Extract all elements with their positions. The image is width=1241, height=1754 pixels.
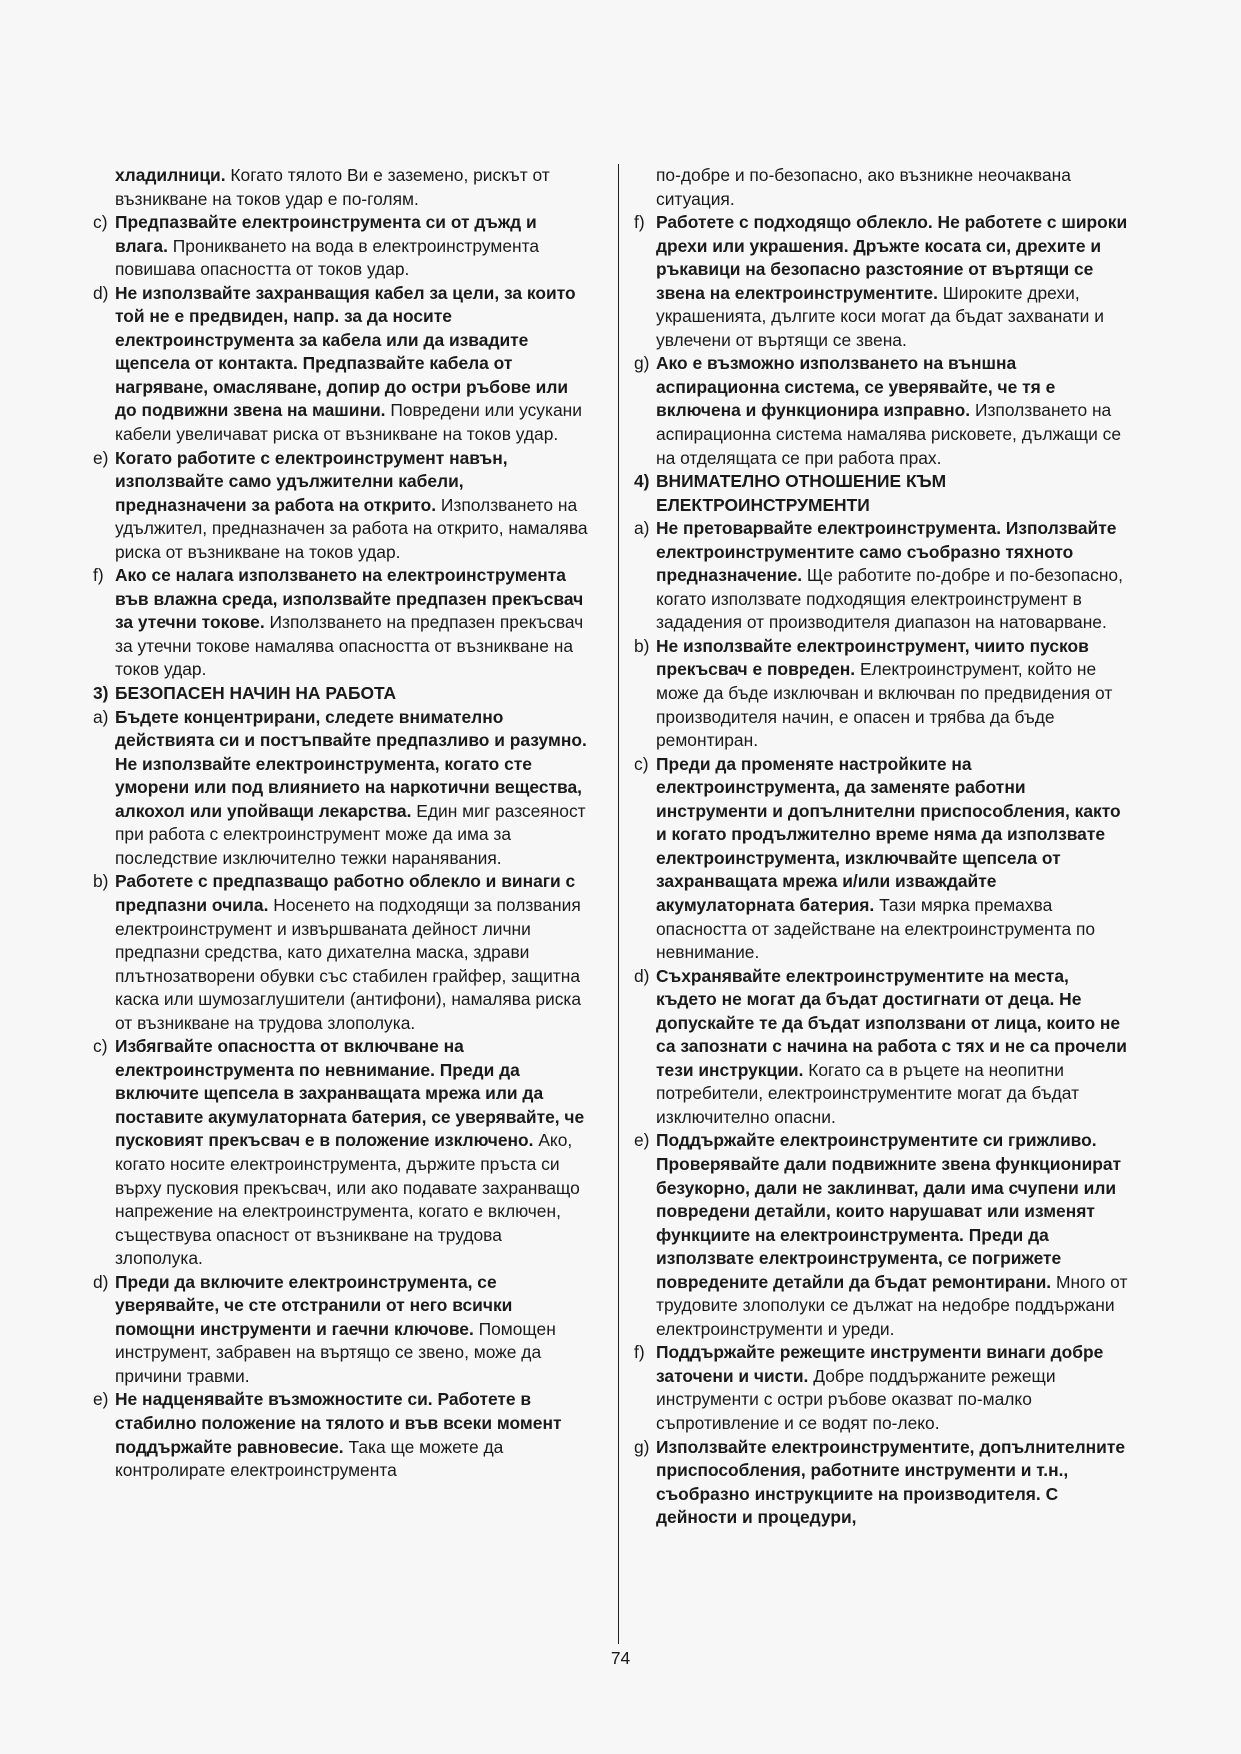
- item-label: f): [634, 212, 645, 233]
- list-item: [634, 352, 1130, 470]
- left-column: [93, 164, 589, 1483]
- item-label: d): [93, 1271, 109, 1292]
- item-label: g): [634, 353, 650, 374]
- list-item: [93, 447, 589, 565]
- item-explanation: Използването на удължител, предназначен за работа на открито, намалява риска от възникване на токов удар.: [115, 494, 588, 562]
- item-warning: Ако е възможно използването на външна аспирационна система, се уверявайте, че тя е включена и функционира изправно.: [656, 353, 1056, 421]
- item-label: e): [93, 447, 109, 468]
- right-column: [634, 164, 1130, 1530]
- item-label: d): [634, 965, 650, 986]
- column-divider: [618, 164, 619, 1644]
- item-warning: Не претоварвайте електроинструмента. Използвайте електроинструментите само съобразно тяхното предназначение.: [656, 518, 1117, 586]
- item-warning: Работете с подходящо облекло. Не работете с широки дрехи или украшения. Дръжте косата си, дрехите и ръкавици на безопасно разстояние от въртящи се звена на електроинструментите.: [656, 212, 1128, 303]
- item-warning: Не използвайте електроинструмент, чиито пусков прекъсвач е повреден.: [656, 635, 1089, 680]
- list-item: [93, 870, 589, 1035]
- list-item: [93, 1271, 589, 1389]
- item-warning: Не използвайте захранващия кабел за цели, за които той не е предвиден, напр. за да носите електроинструмента за кабела или да извадите щепсела от контакта. Предпазвайте кабела от нагряване, омасляване, допир до остри ръбове или до подвижни звена на машини.: [115, 282, 576, 421]
- list-item: [634, 211, 1130, 352]
- item-explanation: Един миг разсеяност при работа с електроинструмент може да има за последствие изключително тежки наранявания.: [115, 800, 586, 868]
- item-warning: Ако се налага използването на електроинструмента във влажна среда, използвайте предпазен прекъсвач за утечни токове.: [115, 565, 584, 633]
- section-title: БЕЗОПАСЕН НАЧИН НА РАБОТА: [115, 683, 397, 704]
- section-heading: [93, 682, 589, 706]
- item-explanation: Проникването на вода в електроинструмента повишава опасността от токов удар.: [115, 235, 540, 280]
- item-label: c): [634, 753, 649, 774]
- item-explanation: Носенето на подходящи за ползвания електроинструмент и извършваната дейност лични предпазни средства, като дихателна маска, здрави плътнозатворени обувки със стабилен грайфер, защитна каска или шумозаглушители (антифони), намалява риска от възникване на трудова злополука.: [115, 894, 582, 1033]
- item-label: c): [93, 1036, 108, 1057]
- item-explanation: Повредени или усукани кабели увеличават риска от възникване на токов удар.: [115, 400, 582, 445]
- item-label: b): [93, 871, 109, 892]
- list-item: [634, 753, 1130, 965]
- item-warning: Предпазвайте електроинструмента си от дъжд и влага.: [115, 212, 537, 256]
- list-item: [634, 635, 1130, 753]
- item-label: f): [634, 1342, 645, 1363]
- item-label: a): [93, 706, 109, 727]
- item-warning: Използвайте електроинструментите, допълнителните приспособления, работните инструменти и т.н., съобразно инструкциите на производителя. С дейности и процедури,: [656, 1436, 1126, 1528]
- list-item: [93, 706, 589, 871]
- continuation-paragraph: [93, 164, 589, 211]
- item-warning: Преди да включите електроинструмента, се уверявайте, че сте отстранили от него всички помощни инструменти и гаечни ключове.: [115, 1271, 513, 1339]
- item-warning: Съхранявайте електроинструментите на места, където не могат да бъдат достигнати от деца. Не допускайте те да бъдат използвани от лица, които не са запознати с начина на работа с тях и не са прочели тези инструкции.: [656, 965, 1127, 1080]
- continuation-bold: хладилници.: [115, 165, 226, 185]
- list-item: [634, 517, 1130, 635]
- item-explanation: Широките дрехи, украшенията, дългите коси могат да бъдат захванати и увлечени от въртящи се звена.: [656, 282, 1104, 350]
- section-number: 4): [634, 471, 650, 492]
- item-label: e): [93, 1389, 109, 1410]
- item-warning: Избягвайте опасността от включване на електроинструмента по невнимание. Преди да включите щепсела в захранващата мрежа или да поставите акумулаторната батерия, се уверявайте, че пусковият прекъсвач е в положение изключено.: [115, 1036, 585, 1151]
- list-item: [93, 564, 589, 682]
- list-item: [93, 1035, 589, 1270]
- item-explanation: Ако, когато носите електроинструмента, държите пръста си върху пусковия прекъсвач, или ако подавате захранващо напрежение на електроинструмента, когато е включен, съществува опасност от възникване на трудова злополука.: [115, 1130, 580, 1269]
- item-warning: Не надценявайте възможностите си. Работете в стабилно положение на тялото и във всеки момент поддържайте равновесие.: [115, 1389, 562, 1457]
- section-heading: [634, 470, 1130, 517]
- item-warning: Бъдете концентрирани, следете внимателно действията си и постъпвайте предпазливо и разумно. Не използвайте електроинструмента, когато сте уморени или под влиянието на наркотични вещества, алкохол или упойващи лекарства.: [115, 706, 587, 821]
- item-explanation: Електроинструмент, който не може да бъде изключван и включван по предвидения от производителя начин, е опасен и трябва да бъде ремонтиран.: [656, 659, 1113, 751]
- item-explanation: Добре поддържаните режещи инструменти с остри ръбове оказват по-малко съпротивление и се водят по-леко.: [656, 1365, 1056, 1433]
- item-label: e): [634, 1130, 650, 1151]
- item-warning: Поддържайте режещите инструменти винаги добре заточени и чисти.: [656, 1342, 1104, 1386]
- item-label: a): [634, 518, 650, 539]
- item-warning: Когато работите с електроинструмент навън, използвайте само удължителни кабели, предназначени за работа на открито.: [115, 447, 508, 515]
- list-item: [93, 1388, 589, 1482]
- item-warning: Работете с предпазващо работно облекло и винаги с предпазни очила.: [115, 871, 576, 915]
- item-explanation: Използването на аспирационна система намалява рисковете, дължащи се на отделящата се при работа прах.: [656, 400, 1122, 468]
- item-label: c): [93, 212, 108, 233]
- item-label: f): [93, 565, 104, 586]
- item-label: b): [634, 635, 650, 656]
- list-item: [634, 965, 1130, 1130]
- list-item: [634, 1436, 1130, 1530]
- list-item: [93, 211, 589, 282]
- page-number: 74: [610, 1648, 631, 1668]
- item-explanation: Тази мярка премахва опасността от задействане на електроинструмента по невнимание.: [656, 894, 1096, 963]
- section-number: 3): [93, 683, 109, 704]
- item-warning: Преди да променяте настройките на електроинструмента, да заменяте работни инструменти и допълнителни приспособления, както и когато продължително време няма да използвате електроинструмента, изключвайте щепсела от захранващата мрежа и/или изваждайте акумулаторната батерия.: [656, 753, 1121, 915]
- item-explanation: Помощен инструмент, забравен на въртящо се звено, може да причини травми.: [115, 1318, 556, 1386]
- list-item: [634, 1341, 1130, 1435]
- list-item: [634, 1129, 1130, 1341]
- item-explanation: Така ще можете да контролирате електроинструмента: [115, 1436, 504, 1481]
- item-warning: Поддържайте електроинструментите си грижливо. Проверявайте дали подвижните звена функционират безукорно, дали не заклинват, дали има счупени или повредени детайли, които нарушават или изменят функциите на електроинструмента. Преди да използвате електроинструмента, се погрижете повредените детайли да бъдат ремонтирани.: [656, 1130, 1122, 1292]
- continuation-paragraph: [634, 164, 1130, 211]
- continuation-text: Когато тялото Ви е заземено, рискът от възникване на токов удар е по-голям.: [115, 165, 550, 209]
- list-item: [93, 282, 589, 447]
- item-explanation: Ще работите по-добре и по-безопасно, когато използвате подходящия електроинструмент в зададения от производителя диапазон на натоварване.: [656, 565, 1123, 633]
- item-label: g): [634, 1436, 650, 1457]
- item-label: d): [93, 282, 109, 303]
- item-explanation: Използването на предпазен прекъсвач за утечни токове намалява опасността от възникване на токов удар.: [115, 612, 584, 680]
- section-title: ВНИМАТЕЛНО ОТНОШЕНИЕ КЪМ ЕЛЕКТРОИНСТРУМЕНТИ: [656, 471, 947, 515]
- item-explanation: Когато са в ръцете на неопитни потребители, електроинструментите могат да бъдат изключително опасни.: [656, 1059, 1080, 1127]
- continuation-text: по-добре и по-безопасно, ако възникне неочаквана ситуация.: [656, 165, 1071, 209]
- item-explanation: Много от трудовите злополуки се дължат на недобре поддържани електроинструменти и уреди.: [656, 1271, 1128, 1339]
